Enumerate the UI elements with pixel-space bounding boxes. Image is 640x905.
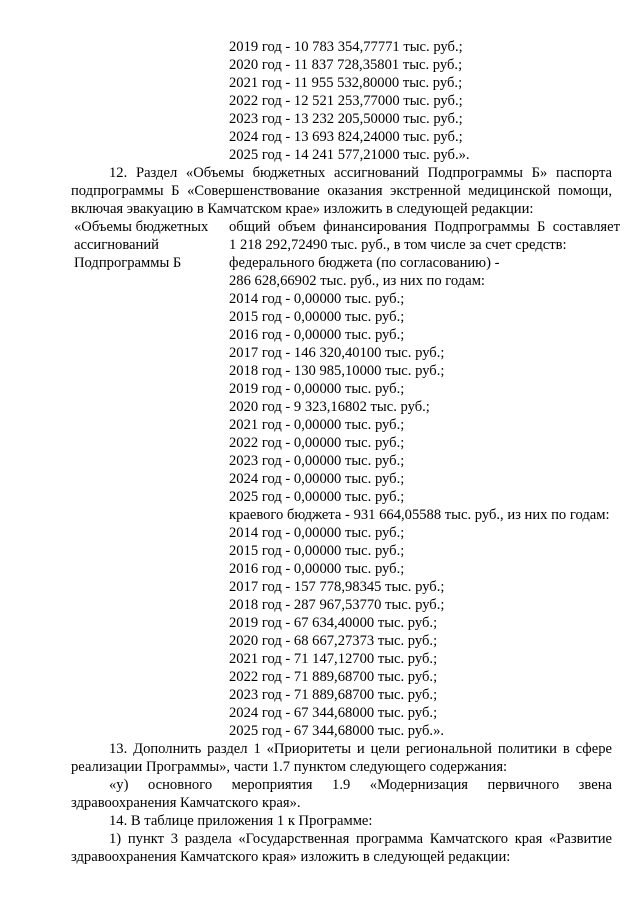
regional-year-line: 2019 год - 67 634,40000 тыс. руб.;: [229, 615, 438, 631]
table-right-cell-line: федерального бюджета (по согласованию) -: [229, 255, 500, 271]
regional-year-line: 2022 год - 71 889,68700 тыс. руб.;: [229, 669, 438, 685]
federal-year-line: 2018 год - 130 985,10000 тыс. руб.;: [229, 363, 445, 379]
table-left-cell-line: ассигнований: [74, 237, 159, 253]
item-12-line: включая эвакуацию в Камчатском крае» изложить в следующей редакции:: [71, 201, 534, 217]
top-list-item: 2022 год - 12 521 253,77000 тыс. руб.;: [229, 93, 463, 109]
regional-year-line: 2024 год - 67 344,68000 тыс. руб.;: [229, 705, 438, 721]
table-left-cell-line: «Объемы бюджетных: [74, 219, 209, 235]
item-14-line: 14. В таблице приложения 1 к Программе:: [109, 813, 373, 829]
top-list-item: 2019 год - 10 783 354,77771 тыс. руб.;: [229, 39, 463, 55]
top-list-item: 2024 год - 13 693 824,24000 тыс. руб.;: [229, 129, 463, 145]
table-right-cell-line: 286 628,66902 тыс. руб., из них по годам:: [229, 273, 485, 289]
item-13-line: 13. Дополнить раздел 1 «Приоритеты и цели региональной политики в сфере: [109, 741, 612, 757]
table-right-cell-line: краевого бюджета - 931 664,05588 тыс. руб., из них по годам:: [229, 507, 610, 523]
top-list-item: 2021 год - 11 955 532,80000 тыс. руб.;: [229, 75, 463, 91]
top-list-item: 2023 год - 13 232 205,50000 тыс. руб.;: [229, 111, 463, 127]
regional-year-line: 2025 год - 67 344,68000 тыс. руб.».: [229, 723, 445, 739]
item-14-line: 1) пункт 3 раздела «Государственная программа Камчатского края «Развитие: [109, 831, 612, 847]
regional-year-line: 2016 год - 0,00000 тыс. руб.;: [229, 561, 405, 577]
table-left-cell-line: Подпрограммы Б: [74, 255, 182, 271]
federal-year-line: 2019 год - 0,00000 тыс. руб.;: [229, 381, 405, 397]
federal-year-line: 2024 год - 0,00000 тыс. руб.;: [229, 471, 405, 487]
federal-year-line: 2020 год - 9 323,16802 тыс. руб.;: [229, 399, 430, 415]
top-list-item: 2020 год - 11 837 728,35801 тыс. руб.;: [229, 57, 463, 73]
federal-year-line: 2014 год - 0,00000 тыс. руб.;: [229, 291, 405, 307]
item-13-line: реализации Программы», части 1.7 пунктом следующего содержания:: [71, 759, 508, 775]
top-list-item: 2025 год - 14 241 577,21000 тыс. руб.».: [229, 147, 470, 163]
federal-year-line: 2025 год - 0,00000 тыс. руб.;: [229, 489, 405, 505]
item-12-line: подпрограммы Б «Совершенствование оказания экстренной медицинской помощи,: [71, 183, 612, 199]
item-14-line: здравоохранения Камчатского края» изложить в следующей редакции:: [71, 849, 511, 865]
regional-year-line: 2017 год - 157 778,98345 тыс. руб.;: [229, 579, 445, 595]
item-12-line: 12. Раздел «Объемы бюджетных ассигнований Подпрограммы Б» паспорта: [109, 165, 612, 181]
regional-year-line: 2023 год - 71 889,68700 тыс. руб.;: [229, 687, 438, 703]
federal-year-line: 2023 год - 0,00000 тыс. руб.;: [229, 453, 405, 469]
regional-year-line: 2015 год - 0,00000 тыс. руб.;: [229, 543, 405, 559]
table-right-cell-line: 1 218 292,72490 тыс. руб., в том числе за счет средств:: [229, 237, 567, 253]
regional-year-line: 2020 год - 68 667,27373 тыс. руб.;: [229, 633, 438, 649]
item-13-line: «у) основного мероприятия 1.9 «Модернизация первичного звена: [109, 777, 612, 793]
federal-year-line: 2015 год - 0,00000 тыс. руб.;: [229, 309, 405, 325]
federal-year-line: 2021 год - 0,00000 тыс. руб.;: [229, 417, 405, 433]
regional-year-line: 2014 год - 0,00000 тыс. руб.;: [229, 525, 405, 541]
federal-year-line: 2022 год - 0,00000 тыс. руб.;: [229, 435, 405, 451]
federal-year-line: 2017 год - 146 320,40100 тыс. руб.;: [229, 345, 445, 361]
regional-year-line: 2021 год - 71 147,12700 тыс. руб.;: [229, 651, 438, 667]
item-13-line: здравоохранения Камчатского края».: [71, 795, 301, 811]
regional-year-line: 2018 год - 287 967,53770 тыс. руб.;: [229, 597, 445, 613]
federal-year-line: 2016 год - 0,00000 тыс. руб.;: [229, 327, 405, 343]
table-right-cell-line: общий объем финансирования Подпрограммы Б составляет: [229, 219, 620, 235]
